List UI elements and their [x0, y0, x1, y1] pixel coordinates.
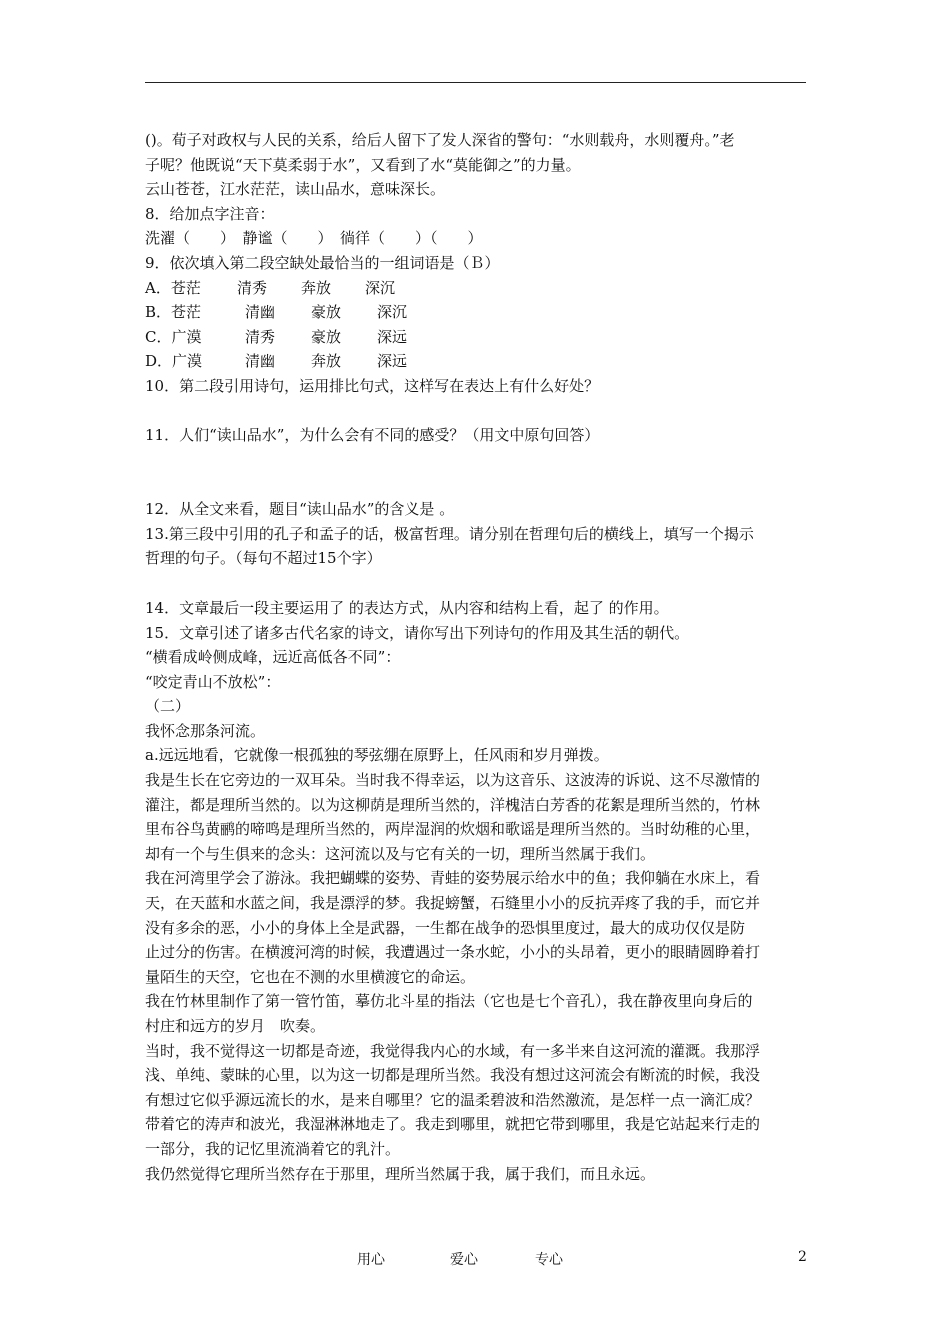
option-word: 清幽 [245, 303, 276, 322]
option-word: 奔放 [311, 352, 342, 371]
question-9: 9．依次填入第二段空缺处最恰当的一组词语是（Ｂ） [145, 253, 500, 272]
option-label: B．苍茫 [145, 303, 202, 322]
passage-line: 灌注，都是理所当然的。以为这柳荫是理所当然的，洋槐洁白芳香的花絮是理所当然的，竹林 [145, 795, 761, 814]
option-word: 清幽 [245, 352, 276, 371]
option-d [145, 349, 815, 374]
option-word: 豪放 [311, 327, 342, 346]
option-c [145, 325, 815, 350]
option-word: 深沉 [377, 303, 408, 322]
question-15-a: “横看成岭侧成峰，远近高低各不同”： [145, 648, 401, 667]
passage-line: 天，在天蓝和水蓝之间，我是漂浮的梦。我捉螃蟹，石缝里小小的反抗弄疼了我的手，而它并 [145, 894, 761, 913]
section-heading: （二） [145, 697, 191, 716]
question-15: 15．文章引述了诸多古代名家的诗文，请你写出下列诗句的作用及其生活的朝代。 [145, 623, 690, 642]
header-rule [145, 82, 806, 83]
text-line: 云山苍苍，江水茫茫，读山品水，意味深长。 [145, 180, 446, 199]
footer-motto: 专心 [535, 1252, 563, 1268]
question-14: 14．文章最后一段主要运用了 的表达方式，从内容和结构上看，起了 的作用。 [145, 598, 669, 617]
passage-line: 有想过它似乎源远流长的水，是来自哪里？它的温柔碧波和浩然激流，是怎样一点一滴汇成？ [145, 1090, 761, 1109]
passage-line: 我仍然觉得它理所当然存在于那里，理所当然属于我，属于我们，而且永远。 [145, 1164, 656, 1183]
passage-line: 止过分的伤害。在横渡河湾的时候，我遭遇过一条水蛇，小小的头昂着，更小的眼睛圆睁着打 [145, 943, 761, 962]
text-line: ()。荀子对政权与人民的关系，给后人留下了发人深省的警句：“水则载舟，水则覆舟。”老 [145, 131, 735, 149]
option-word: 清秀 [245, 327, 276, 346]
option-word: 豪放 [311, 303, 342, 322]
passage-line: 当时，我不觉得这一切都是奇迹，我觉得我内心的水域，有一多半来自这河流的灌溉。我那浮 [145, 1041, 761, 1060]
passage-line: 我怀念那条河流。 [145, 721, 266, 740]
question-8: 8．给加点字注音： [145, 204, 275, 223]
passage-line: 我在竹林里制作了第一管竹笛，摹仿北斗星的指法（它也是七个音孔），我在静夜里向身后的 [145, 992, 753, 1011]
option-word: 深沉 [365, 278, 396, 297]
option-word: 清秀 [237, 278, 268, 297]
question-13-cont: 哲理的句子。（每句不超过15个字） [145, 549, 382, 568]
passage-line: 浅、单纯、蒙昧的心里，以为这一切都是理所当然。我没有想过这河流会有断流的时候，我没 [145, 1066, 761, 1085]
passage-line: 一部分，我的记忆里流淌着它的乳汁。 [145, 1139, 401, 1158]
passage-line: 带着它的涛声和波光，我湿淋淋地走了。我走到哪里，就把它带到哪里，我是它站起来行走的 [145, 1115, 761, 1134]
document-body [145, 128, 815, 1186]
question-11: 11．人们“读山品水”，为什么会有不同的感受？（用文中原句回答） [145, 425, 600, 444]
option-b [145, 300, 815, 325]
option-word: 深远 [377, 327, 408, 346]
option-word: 深远 [377, 352, 408, 371]
footer-motto: 用心 [357, 1252, 385, 1268]
passage-line: 却有一个与生俱来的念头：这河流以及与它有关的一切，理所当然属于我们。 [145, 844, 656, 863]
option-a [145, 276, 815, 301]
passage-line: 里布谷鸟黄鹂的啼鸣是理所当然的，两岸湿润的炊烟和歌谣是理所当然的。当时幼稚的心里， [145, 820, 761, 839]
passage-line: a.远远地看，它就像一根孤独的琴弦绷在原野上，任风雨和岁月弹拨。 [145, 746, 609, 765]
option-label: A．苍茫 [145, 278, 201, 297]
option-word: 奔放 [301, 278, 332, 297]
passage-line: 量陌生的天空，它也在不测的水里横渡它的命运。 [145, 967, 476, 986]
question-15-b: “咬定青山不放松”： [145, 672, 281, 691]
footer-motto: 爱心 [450, 1252, 478, 1268]
question-12: 12．从全文来看，题目“读山品水”的含义是 。 [145, 500, 455, 519]
passage-line: 我在河湾里学会了游泳。我把蝴蝶的姿势、青蛙的姿势展示给水中的鱼；我仰躺在水床上，看 [145, 869, 761, 888]
option-label: C．广漠 [145, 327, 202, 346]
passage-line: 没有多余的恶，小小的身体上全是武器，一生都在战争的恐惧里度过，最大的成功仅仅是防 [145, 918, 746, 937]
page-number: 2 [798, 1249, 807, 1265]
option-label: D．广漠 [145, 352, 203, 371]
question-13: 13.第三段中引用的孔子和孟子的话，极富哲理。请分别在哲理句后的横线上，填写一个揭示 [145, 524, 754, 543]
question-8-blanks: 洗濯（ ） 静谧（ ） 徜徉（ ）（ ） [145, 229, 483, 248]
question-10: 10．第二段引用诗句，运用排比句式，这样写在表达上有什么好处？ [145, 376, 600, 395]
text-line: 子呢？他既说“天下莫柔弱于水”，又看到了水“莫能御之”的力量。 [145, 155, 581, 174]
passage-line: 村庄和远方的岁月 吹奏。 [145, 1017, 326, 1035]
passage-line: 我是生长在它旁边的一双耳朵。当时我不得幸运，以为这音乐、这波涛的诉说、这不尽激情的 [145, 771, 761, 790]
